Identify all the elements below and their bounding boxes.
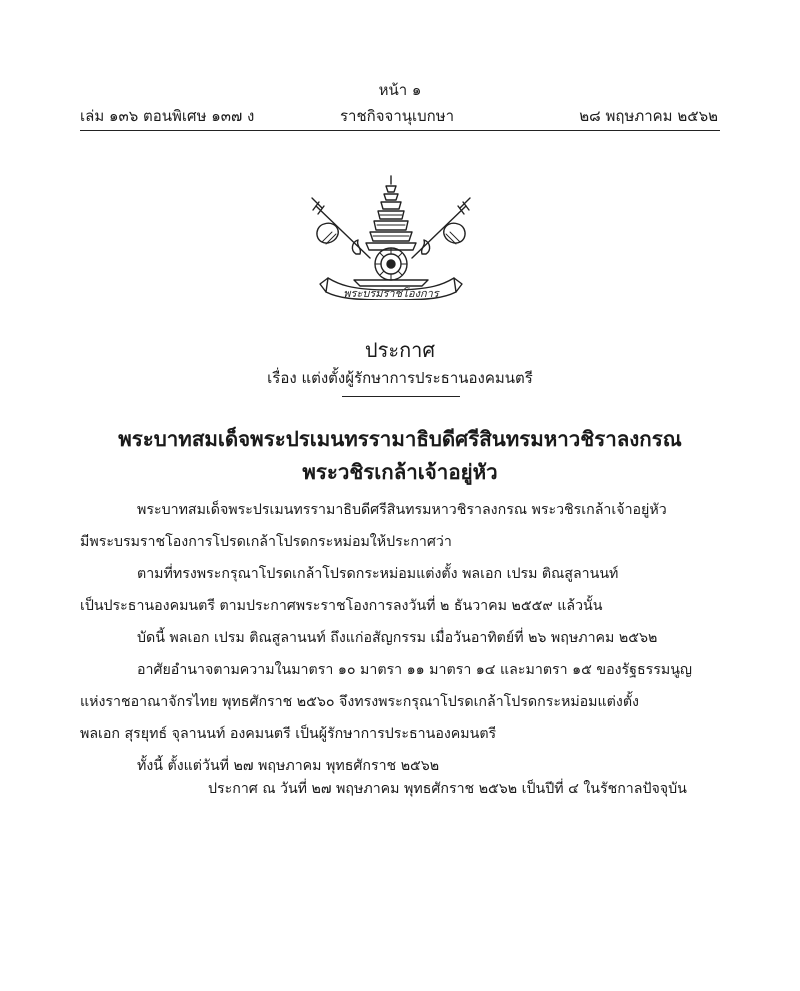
volume-info: เล่ม ๑๓๖ ตอนพิเศษ ๑๓๗ ง	[80, 107, 255, 125]
publication-date: ๒๘ พฤษภาคม ๒๕๖๒	[579, 107, 718, 125]
body-line: พระบาทสมเด็จพระปรเมนทรรามาธิบดีศรีสินทรมหาวชิราลงกรณ พระวชิรเกล้าเจ้าอยู่หัว	[137, 502, 667, 518]
publication-title: ราชกิจจานุเบกษา	[340, 107, 455, 125]
royal-name-line-1: พระบาทสมเด็จพระปรเมนทรรามาธิบดีศรีสินทรมหาวชิราลงกรณ	[118, 427, 682, 451]
emblem-banner-text: พระบรมราชโองการ	[343, 287, 439, 300]
body-line: อาศัยอำนาจตามความในมาตรา ๑๐ มาตรา ๑๑ มาตรา ๑๔ และมาตรา ๑๕ ของรัฐธรรมนูญ	[137, 662, 693, 678]
body-line: บัดนี้ พลเอก เปรม ติณสูลานนท์ ถึงแก่อสัญกรรม เมื่อวันอาทิตย์ที่ ๒๖ พฤษภาคม ๒๕๖๒	[137, 630, 658, 646]
page-number: หน้า ๑	[378, 81, 422, 99]
body-line: เป็นประธานองคมนตรี ตามประกาศพระราชโองการลงวันที่ ๒ ธันวาคม ๒๕๕๙ แล้วนั้น	[80, 598, 603, 614]
body-line: มีพระบรมราชโองการโปรดเกล้าโปรดกระหม่อมให้ประกาศว่า	[80, 534, 452, 550]
header-divider	[80, 130, 720, 131]
body-line: ตามที่ทรงพระกรุณาโปรดเกล้าโปรดกระหม่อมแต่งตั้ง พลเอก เปรม ติณสูลานนท์	[137, 566, 619, 582]
royal-emblem	[310, 172, 472, 300]
document-subject: เรื่อง แต่งตั้งผู้รักษาการประธานองคมนตรี	[267, 369, 533, 387]
gazette-header	[80, 104, 718, 128]
body-line: แห่งราชอาณาจักรไทย พุทธศักราช ๒๕๖๐ จึงทรงพระกรุณาโปรดเกล้าโปรดกระหม่อมแต่งตั้ง	[80, 694, 639, 710]
body-line: พลเอก สุรยุทธ์ จุลานนท์ องคมนตรี เป็นผู้รักษาการประธานองคมนตรี	[80, 726, 497, 742]
closing-statement: ประกาศ ณ วันที่ ๒๗ พฤษภาคม พุทธศักราช ๒๕๖๒ เป็นปีที่ ๔ ในรัชกาลปัจจุบัน	[208, 781, 687, 797]
document-type: ประกาศ	[364, 338, 436, 362]
body-line: ทั้งนี้ ตั้งแต่วันที่ ๒๗ พฤษภาคม พุทธศักราช ๒๕๖๒	[137, 758, 440, 774]
subject-divider	[342, 396, 460, 397]
royal-name-line-2: พระวชิรเกล้าเจ้าอยู่หัว	[302, 460, 498, 484]
